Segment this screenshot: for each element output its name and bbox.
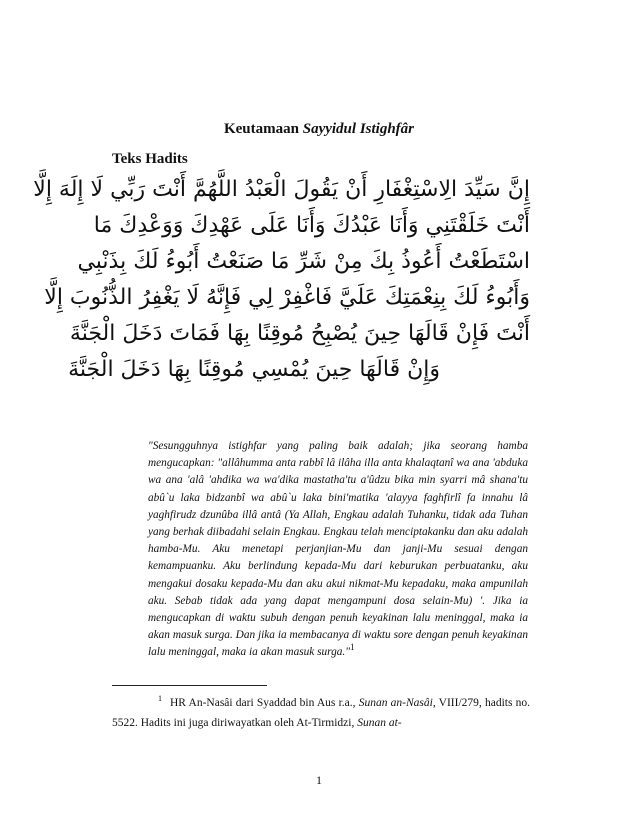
arabic-line: وَإِنْ قَالَهَا حِينَ يُمْسِي مُوقِنًا بِهَا دَخَلَ الْجَنَّةَ <box>68 357 440 382</box>
arabic-hadith-text <box>33 172 530 388</box>
title-italic: Sayyidul Istighfâr <box>302 121 415 137</box>
footnote <box>112 693 530 733</box>
arabic-line: أَنْتَ خَلَقْتَنِي وَأَنَا عَبْدُكَ وَأَنَا عَلَى عَهْدِكَ وَوَعْدِكَ مَا <box>93 213 530 238</box>
arabic-line: وَأَبُوءُ لَكَ بِنِعْمَتِكَ عَلَيَّ فَاغْفِرْ لِي فَإِنَّهُ لَا يَغْفِرُ الذُّنُوبَ إِلَّا <box>44 285 530 310</box>
translation-paragraph <box>148 438 528 662</box>
arabic-line: اسْتَطَعْتُ أَعُوذُ بِكَ مِنْ شَرِّ مَا صَنَعْتُ أَبُوءُ لَكَ بِذَنْبِي <box>77 249 530 274</box>
footnote-divider <box>112 685 267 686</box>
page-title <box>0 121 638 138</box>
title-prefix: Keutamaan <box>223 121 299 137</box>
arabic-line: أَنْتَ فَإِنْ قَالَهَا حِينَ يُصْبِحُ مُوقِنًا بِهَا فَمَاتَ دَخَلَ الْجَنَّةَ <box>69 321 530 346</box>
footnote-source-tail: Sunan at- <box>357 717 402 729</box>
arabic-line: إِنَّ سَيِّدَ الِاسْتِغْفَارِ أَنْ يَقُولَ الْعَبْدُ اللَّهُمَّ أَنْتَ رَبِّي لَا إِلَهَ إِلَّا <box>33 177 530 202</box>
footnote-text-before: HR An-Nasâi dari Syaddad bin Aus r.a., <box>170 697 359 709</box>
section-heading: Teks Hadits <box>112 151 188 167</box>
footnote-source: Sunan an-Nasâi <box>358 697 433 709</box>
footnote-text-after: , VIII/279, hadits no. 5522. Hadits ini juga diriwayatkan oleh At-Tirmidzi, <box>112 697 530 729</box>
page-number: 1 <box>316 773 322 787</box>
footnote-reference[interactable]: 1 <box>350 642 355 653</box>
footnote-number: 1 <box>158 694 162 704</box>
translation-text: "Sesungguhnya istighfar yang paling baik adalah; jika seorang hamba mengucapkan: "allâhumma anta rabbî lâ ilâha illa anta khalaqtanî wa ana 'abduka wa ana 'alâ 'ahdika wa wa'dika mastatha'tu a'ûdzu bika min syarri mâ shana'tu abû`u laka bidzanbî wa abû`u laka bini'matika 'alayya faghfirlî fa innahu lâ yaghfirudz dzunûba illâ antâ (Ya Allah, Engkau adalah Tuhanku, tidak ada Tuhan yang berhak diibadahi selain Engkau. Engkau telah menciptakanku dan aku adalah hamba-Mu. Aku menetapi perjanjian-Mu dan janji-Mu sesuai dengan kemampuanku. Aku berlindung kepada-Mu dari keburukan perbuatanku, aku mengakui dosaku kepada-Mu dan aku akui nikmat-Mu kepadaku, maka ampunilah aku. Sebab tidak ada yang dapat mengampuni dosa selain-Mu) '. Jika ia mengucapkan di waktu subuh dengan penuh keyakinan lalu meninggal, maka ia akan masuk surga. Dan jika ia membacanya di waktu sore dengan penuh keyakinan lalu meninggal, maka ia akan masuk surga." <box>148 440 528 659</box>
